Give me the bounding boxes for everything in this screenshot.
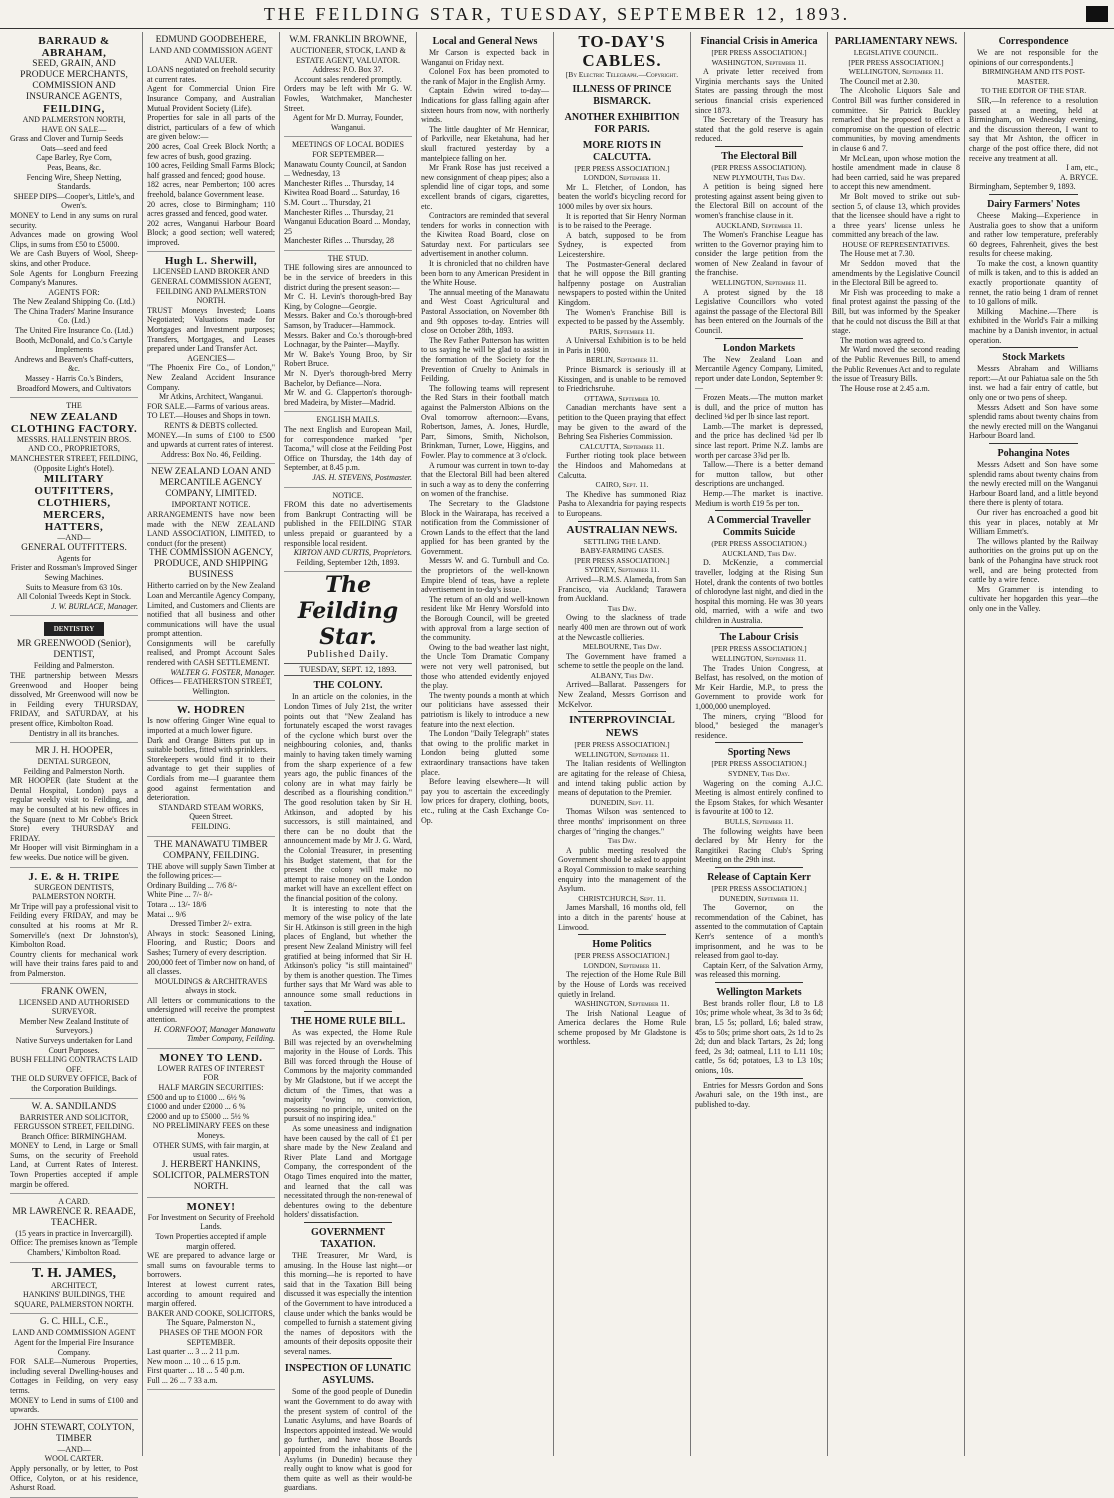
london-markets-heading: London Markets [723,342,795,354]
sporting-news-heading: Sporting News [727,747,791,759]
interest-rate-list: £500 and up to £1000 ... 6½ % £1000 and under £2000 ... 6 % £2000 and up to £5000 ... 5½ % [147,1092,250,1121]
ad-nz-loan-mercantile: NEW ZEALAND LOAN AND MERCANTILE AGENCY COMPANY, LIMITED. IMPORTANT NOTICE. ARRANGEMENTS have now been made with the NEW ZEALAND LAND ASSOCIATION, LIMITED, to conduct (for the present) THE COMMISSION AGENCY, PRODUCE, AND SHIPPING BUSINESS Hitherto carried on by the New Zealand Loan and Mercantile Agency Company, Limited, and Customers and Clients are notified that all business and other communications will have the usual prompt attention. Consignments will be carefully realised, and Prompt Account Sales rendered with CASH SETTLEMENT. WALTER G. FOSTER, Manager. Offices— FEATHERSTON STREET, Wellington. [147,464,275,701]
ad-franklin-browne: W.M. FRANKLIN BROWNE, AUCTIONEER, STOCK, LAND & ESTATE AGENT, VALUATOR. Address: P.O. Box 37. Account sales rendered promptly. Orders may be left with Mr G. W. Fowles, Watchmaker, Manchester Street. Agent for Mr D. Murray, Founder, Wanganui. [284,32,412,137]
correspondence-heading: Correspondence [998,36,1069,47]
wellington-markets-heading: Wellington Markets [716,986,802,998]
pohangina-notes-heading: Pohangina Notes [997,447,1070,459]
interprovincial-heading: INTERPROVINCIAL NEWS [569,714,675,740]
ad-sandilands: W. A. SANDILANDS BARRISTER AND SOLICITOR, FERGUSSON STREET, FEILDING. Branch Office: BIRMINGHAM. MONEY to Lend, in Large or Small Sums, on the security of Freehold Land, at Current Rates of Interest. Town Properties accepted if ample margin be offered. [10,1099,138,1195]
column-1 [6,32,143,1493]
dairy-notes-heading: Dairy Farmers' Notes [987,198,1080,210]
ad-money-baker-cooke: MONEY! For Investment on Security of Freehold Lands. Town Properties accepted if ample margin offered. WE are prepared to advance large or small sums on favourable terms to borrowers. Interest at lowest current rates, according to amount required and margin offered. BAKER AND COOKE, SOLICITORS, The Square, Palmerston N., PHASES OF THE MOON FOR SEPTEMBER. Last quarter ... 3 ... 2 11 p.m. New moon ... 10 ... 6 15 p.m. First quarter ... 18 ... 5 40 p.m. Full ... 26 ... 7 33 a.m. [147,1198,275,1391]
captain-kerr-heading: Release of Captain Kerr [707,871,811,883]
english-mails: ENGLISH MAILS. The next English and European Mail, for correspondence marked "per Tacoma," will close at the Feilding Post Office on Thursday, the 14th day of September, at 8.45 p.m. JAS. H. STEVENS, Postmaster. [284,412,412,487]
ad-clothing-factory: THE NEW ZEALAND CLOTHING FACTORY. MESSRS. HALLENSTEIN BROS. AND CO., PROPRIETORS, MANCHESTER STREET, FEILDING, (Opposite Light's Hotel). MILITARY OUTFITTERS, CLOTHIERS, MERCERS, HATTERS, —AND— GENERAL OUTFITTERS. Agents for Frister and Rossman's Improved Singer Sewing Machines. Suits to Measure from 63 10s. All Colonial Tweeds Kept in Stock. J. W. BURLACE, Manager. [10,398,138,616]
meetings-local-bodies: MEETINGS OF LOCAL BODIES FOR SEPTEMBER— Manawatu County Council, at Sandon ... Wednesday, 13 Manchester Rifles ... Thursday, 14 Kiwitea Road Board ... Saturday, 16 S.M. Court ... Thursday, 21 Manchester Rifles ... Thursday, 21 Wanganui Education Board ... Monday, 25 Manchester Rifles ... Thursday, 28 [284,137,412,251]
ad-john-stewart: JOHN STEWART, COLYTON, TIMBER —AND— WOOL CARTER. Apply personally, or by letter, to Post Office, Colyton, or at his residence, Ashurst Road. [10,1420,138,1498]
column-6: Financial Crisis in America [PER PRESS ASSOCIATION.] WASHINGTON, September 11. A private letter received from Virginia merchants says the United States are passing through the most serious financial crisis experienced since 1873. The Secretary of the Treasury has stated that the gold reserve is again reduced. The Electoral Bill (PER PRESS ASSOCIATION). NEW PLYMOUTH, This Day. A petition is being signed here protesting against assent being given to the Electoral Bill on account of the women's franchise clause in it. AUCKLAND, September 11. The Women's Franchise League has written to the Governor praying him to consider the large petition from the women of New Zealand in favour of the franchise. WELLINGTON, September 11. A protest signed by the 18 Legislative Councillors who voted against the passage of the Electoral Bill has been entered on the Journals of the Council. London Markets The New Zealand Loan and Mercantile Agency Company, Limited, report under date London, September 9:— Frozen Meats.—The mutton market is dull, and the price of mutton has declined ⅛d per lb since last report. Lamb.—The market is depressed, and the price has declined ¼d per lb since last report. Prime N.Z. lambs are worth per carcase 3⅞d per lb. Tallow.—There is a better demand for mutton tallow, but other descriptions are unchanged. Hemp.—The market is inactive. Medium is worth £19 5s per ton. A Commercial Traveller Commits Suicide (PER PRESS ASSOCIATION.) AUCKLAND, This Day. D. McKenzie, a commercial traveller, lodging at the Rising Sun Hotel, drank the contents of two bottles of chlorodyne last night, and died in the hospital this morning. He was 30 years old, married, with a wife and two children in Australia. The Labour Crisis [PER PRESS ASSOCIATION.] WELLINGTON, September 11. The Trades Union Congress, at Belfast, has resolved, on the motion of Mr Keir Hardie, M.P., to press the Government to provide work for 1,000,000 unemployed. The miners, crying "Blood for blood," besieged the manager's residence. Sporting News [PER PRESS ASSOCIATION.] SYDNEY, This Day. Wagering on the coming A.J.C. Meeting is almost entirely confined to the Epsom Stakes, for which Wesanter is favourite at 100 to 12. BULLS, September 11. The following weights have been declared by Mr Henry for the Rangitikei Racing Club's Spring Meeting on the 29th inst. Release of Captain Kerr [PER PRESS ASSOCIATION.] DUNEDIN, September 11. The Governor, on the recommendation of the Cabinet, has assented to the commutation of Captain Kerr's sentence of a month's imprisonment, and he was to be released from gaol to-day. Captain Kerr, of the Salvation Army, was released this morning. Wellington Markets Best brands roller flour, L8 to L8 10s; prime whole wheat, 3s 3d to 3s 6d; bran, L5 5s; pollard, L6; baled straw, 45s to 50s; prime short oats, 2s 1d to 2s 2d; dun and black Tartars, 2s 2d; long feed, 2s 3d; oatmeal, L11 to L11 10s; cattle, 5s 6d; potatoes, L3 to L3 10s; onions, 10s. Entries for Messrs Gordon and Sons Awahuri sale, on the 19th inst., are published to-day. [691,32,828,1456]
timber-price-list: Ordinary Building ... 7/6 8/- White Pine ... 7/- 8/- Totara ... 13/- 18/6 Matai ... 9/6 [147,880,237,919]
ad-gc-hill: G. C. HILL, C.E., LAND AND COMMISSION AGENT Agent for the Imperial Fire Insurance Company. FOR SALE—Numerous Properties, including several Dwelling-houses and Cottages in Feilding, on very easy terms. MONEY to Lend in sums of £100 and upwards. [10,1314,138,1419]
gordon-sale-note: Entries for Messrs Gordon and Sons Awahuri sale, on the 19th inst., are published to-day. [695,1080,823,1109]
column-7: PARLIAMENTARY NEWS. LEGISLATIVE COUNCIL. [PER PRESS ASSOCIATION.] WELLINGTON, September 11. The Council met at 2.30. The Alcoholic Liquors Sale and Control Bill was further considered in committee. Sir Patrick Buckley remarked that he proposed to effect a compromise on the question of electric communities, by moving amendments in clause 6 and 7. Mr McLean, upon whose motion the hostile amendment made in clause 8 had been carried, said he was prepared to accept this new amendment. Mr Bolt moved to strike out sub-section 5, of clause 13, which provides that the licensee should have a right to a three years' license unless he committed any breach of the law. HOUSE OF REPRESENTATIVES. The House met at 7.30. Mr Seddon moved that the amendments by the Legislative Council in the Electoral Bill be agreed to. Mr Fish was proceeding to make a final protest against the passing of the Bill, but was informed by the Speaker that he could not discuss the Bill at that stage. The motion was agreed to. Mr Ward moved the second reading of the Public Revenues Bill, to amend the Public Revenues Act and to regulate the issue of Treasury Bills. The House rose at 2.45 a.m. [828,32,965,1456]
ad-manawatu-timber: THE MANAWATU TIMBER COMPANY, FEILDING. THE above will supply Sawn Timber at the following prices:— Ordinary Building ... 7/6 8/- White Pine ... 7/- 8/- Totara ... 13/- 18/6 Matai ... 9/6 Dressed Timber 2/- extra. Always in stock: Seasoned Lining, Flooring, and Rustic; Doors and Sashes; Turnery of every description. 200,000 feet of Timber now on hand, of all classes. MOULDINGS & ARCHITRAVES always in stock. All letters or communications to the undersigned will receive the promptest attention. H. CORNFOOT, Manager Manawatu Timber Company, Feilding. [147,837,275,1049]
article-home-rule-heading: THE HOME RULE BILL. [290,1016,406,1028]
cables-heading: TO-DAY'S CABLES. [578,32,666,70]
the-stud: THE STUD. THE following sires are announced to be in the service of breeders in this district during the present season:— Mr C. H. Levin's thorough-bred Bay King, by Cologne—Georgie. Messrs. Baker and Co.'s thorough-bred Samson, by Traducer—Hammock. Messrs. Baker and Co.'s thorough-bred Lochnagar, by the Painter—Mayfly. Mr W. Bake's Young Broo, by Sir Robert Bruce. Mr N. Dyer's thorough-bred Merry Bachelor, by Defiance—Nora. Mr W. and G. Clapperton's thorough-bred Madeira, by Mister—Madrid. [284,251,412,413]
ad-money-to-lend: MONEY TO LEND. LOWER RATES OF INTEREST FOR HALF MARGIN SECURITIES: £500 and up to £1000 ... 6½ % £1000 and under £2000 ... 6 % £2000 and up to £5000 ... 5½ % NO PRELIMINARY FEES on these Moneys. OTHER SUMS, with fair margin, at usual rates. J. HERBERT HANKINS, SOLICITOR, PALMERSTON NORTH. [147,1049,275,1198]
column-3: W.M. FRANKLIN BROWNE, AUCTIONEER, STOCK, LAND & ESTATE AGENT, VALUATOR. Address: P.O. Box 37. Account sales rendered promptly. Orders may be left with Mr G. W. Fowles, Watchmaker, Manchester Street. Agent for Mr D. Murray, Founder, Wanganui. MEETINGS OF LOCAL BODIES FOR SEPTEMBER— Manawatu County Council, at Sandon ... Wednesday, 13 Manchester Rifles ... Thursday, 14 Kiwitea Road Board ... Saturday, 16 S.M. Court ... Thursday, 21 Manchester Rifles ... Thursday, 21 Wanganui Education Board ... Monday, 25 Manchester Rifles ... Thursday, 28 THE STUD. THE following sires are announced to be in the service of breeders in this district during the present season:— Mr C. H. Levin's thorough-bred Bay King, by Cologne—Georgie. Messrs. Baker and Co.'s thorough-bred Samson, by Traducer—Hammock. Messrs. Baker and Co.'s thorough-bred Lochnagar, by the Painter—Mayfly. Mr W. Bake's Young Broo, by Sir Robert Bruce. Mr N. Dyer's thorough-bred Merry Bachelor, by Defiance—Nora. Mr W. and G. Clapperton's thorough-bred Madeira, by Mister—Madrid. ENGLISH MAILS. The next English and European Mail, for correspondence marked "per Tacoma," will close at the Feilding Post Office on Thursday, the 14th day of September, at 8.45 p.m. JAS. H. STEVENS, Postmaster. NOTICE. FROM this date no advertisements from Bankrupt Contracting will be published in the FEILDING STAR unless prepaid or guaranteed by a responsible local resident. KIRTON AND CURTIS, Proprietors. Feilding, September 12th, 1893. The Feilding Star. Published Daily. TUESDAY, SEPT. 12, 1893. THE COLONY. In an article on the colonies, in the London Times of July 21st, the writer points out that "New Zealand has fortunately escaped the worst ravages of the cyclone which burst over the neighbouring colonies, and, thanks mainly to having taken timely warning from the sharp experience of a few years ago, the public finances of the colony are in what may fairly be described as a flourishing condition." The good resolution taken by Sir H. Atkinson, and adopted by his successors, is still maintained, and there can be no doubt that the announcement made by Mr J. G. Ward, the Colonial Treasurer, in presenting his Budget statement, that for the present the colony will make no attempt to raise money on the London market will have an excellent effect on the financial position of the colony. It is interesting to note that the memory of the wise policy of the late Sir H. Atkinson is still green in the high places of England, but whether the present New Zealand Ministry will feel gratified at being informed that Sir H. Atkinson's policy "is still maintained" by them is another question. The Times further says that Mr Ward was able to announce some small reductions in taxation. THE HOME RULE BILL. As was expected, the Home Rule Bill was rejected by an overwhelming majority in the House of Lords. This Bill was forced through the House of Commons by the majority commanded by Mr Gladstone, but if we accept the dictum of the Times, that was a majority "owing no conviction, possessing no principle, united on the pursuit of no inspiring idea." As some uneasiness and indignation have been caused by the call of £1 per share made by the New Zealand and River Plate Land and Mortgage Company, the correspondent of the Otago Times enquired into the matter, and learned that the call was necessitated through the non-renewal of debentures owing to the debenture holders' dissatisfaction. GOVERNMENT TAXATION. THE Treasurer, Mr Ward, is amusing. In the House last night—or this morning—he is reported to have said that in the Taxation Bill being discussed it was especially the intention of the Government to have introduced a clause under which the banks would be compelled to furnish a statement giving the names of depositors with the amounts of their deposits opposite their several names. INSPECTION OF LUNATIC ASYLUMS. Some of the good people of Dunedin want the Government to do away with the present system of control of the Lunatic Asylums, and have Boards of Inspectors appointed instead. We would go further, and have those Boards appointed from the inhabitants of the Asylums (in Dunedin) because they really ought to know what is good for them quite as well as their would-be guardians. [280,32,417,1456]
column-8: Correspondence We are not responsible for the opinions of our correspondents.] BIRMINGHAM AND ITS POST-MASTER. TO THE EDITOR OF THE STAR. SIR,—In reference to a resolution passed at a meeting, held at Birmingham, on Wednesday evening, and the discussion thereon, I want to say that Mr Ashton, the officer in charge of the post office there, did not receive any treatment at all. I am, etc., A. BRYCE. Birmingham, September 9, 1893. Dairy Farmers' Notes Cheese Making—Experience in Australia goes to show that a uniform and rather low temperature, preferably 60 degrees, Fahrenheit, gives the best results for cheese making. To make the cost, a known quantity of milk is taken, and to this is added an exactly proportionate quantity of rennet, the ratio being 1 dram of rennet to 10 gallons of milk. Milking Machine.—There is exhibited in the World's Fair a milking machine by a Danish inventor, in actual operation. Stock Markets Messrs Abraham and Williams report:—At our Pahiatua sale on the 5th inst. we had a fair entry of cattle, but only one or two pens of sheep. Messrs Adsett and Son have some splendid rams about twenty chains from the newly erected mill on the Wanganui Harbour Board land. Pohangina Notes Messrs Adsett and Son have some splendid rams about twenty chains from the newly erected mill on the Wanganui Harbour Board land, and a little beyond there there is plenty of totara. Our river has encroached a good bit this year in places, notably at Mr William Emmett's. The willows planted by the Railway authorities on the groins put up on the bank of the Pohangina have struck root well, and are being protected from cattle by a wire fence. Mrs Grammer is intending to cultivate her hopgarden this year—the only one in the Valley. [969,36,1098,613]
local-general-heading: Local and General News [432,36,538,47]
paper-published: Published Daily. [306,649,389,661]
article-colony-body: In an article on the colonies, in the London Times of July 21st, the writer points out that "New Zealand has fortunately escaped the worst ravages of the cyclone which burst over the neighbouring colonies, and, thanks mainly to having taken timely warning from the sharp experience of a few years ago, the public finances of the colony are in what may fairly be described as a flourishing condition." The good resolution taken by Sir H. Atkinson, and adopted by his successors, is still maintained, and there can be no doubt that the announcement made by Mr J. G. Ward, the Colonial Treasurer, in presenting his Budget statement, that for the present the colony will make no attempt to raise money on the London market will have an excellent effect on the financial position of the colony. [284,692,412,903]
ad-frank-owen: FRANK OWEN, LICENSED AND AUTHORISED SURVEYOR. Member New Zealand Institute of Surveyors.) Native Surveys undertaken for Land Court Purposes. BUSH FELLING CONTRACTS LAID OFF. THE OLD SURVEY OFFICE, Back of the Corporation Buildings. [10,984,138,1099]
column-2 [143,32,280,1456]
article-colony-heading: THE COLONY. [313,680,383,692]
article-lunatic-heading: INSPECTION OF LUNATIC ASYLUMS. [284,1363,412,1387]
paper-title: The Feilding Star. [297,572,399,651]
ad-th-james: T. H. JAMES, ARCHITECT, HANKINS' BUILDINGS, THE SQUARE, PALMERSTON NORTH. [10,1263,138,1315]
australian-news-heading: AUSTRALIAN NEWS. [566,523,678,536]
financial-crisis-heading: Financial Crisis in America [700,36,818,47]
column-4: Local and General News Mr Carson is expected back in Wanganui on Friday next. Colonel Fox has been promoted to the rank of Major in the English Army. Captain Edwin wired to-day—Indications for glass falling again after sixteen hours from now, with northerly winds. The little daughter of Mr Hennicar, of Parkville, near Eketahuna, had her skull fractured yesterday by a mantelpiece falling on her. Mr Frank Rose has just received a new consignment of cheap pipes; also a splendid line of cigar tops, and some excellent brands of cigars, cigarettes, etc. Contractors are reminded that several tenders for works in connection with the Kiwitea Road Board, close on Saturday next. For particulars see advertisement in another column. It is chronicled that no children have been born to any American President in the White House. The annual meeting of the Manawatu and West Coast Agricultural and Pastoral Association, on November 8th and 9th opposes to-day. Entries will close on October 28th, 1893. The Rev Father Patterson has written to us saying he will be glad to assist in the formation of the Society for the Prevention of Cruelty to Animals in Feilding. The following teams will represent the Red Stars in their football match against the Palmerston Albions on the Oval tomorrow afternoon:—Evans, Robertson, James, A. Jones, Hurdle, Parr, Simons, Smith, Nicholson, Brinkman, Turner, Lowe, Higgins, and Fowler. Play to commence at 3 o'clock. A rumour was current in town to-day that the Electoral Bill had been altered in such a way as to deny the conferring on women of the franchise. The Secretary to the Gladstone Block in the Wairarapa, has received a notification from the Commissioner of Crown Lands to the effect that the land applied for has been granted by the Government. Messrs W. and G. Turnbull and Co. the proprietors of the well-known Empire blend of teas, have a replete advertisement in to-day's issue. The return of an old and well-known resident like Mr Henry Worsfold into the Borough Council, will be greeted with approval from a large section of the community. Owing to the bad weather last night, the Uncle Tom Dramatic Company were not very well patronised, but those who attended evidently enjoyed the play. The twenty pounds a month at which our politicians have assessed their patriotism is likely to introduce a new feature into the next election. The London "Daily Telegraph" states that owing to the prolific market in London being glutted some extraordinary transactions have taken place. Before leaving elsewhere—It will pay you to ascertain the exceedingly low prices for drapery, clothing, boots, etc., ruling at the Cash Exchange Co-Op. [417,32,554,1456]
dentistry-logo: DENTISTRY [44,622,104,636]
paper-date: TUESDAY, SEPT. 12, 1893. [284,663,412,677]
ad-reade-teacher: A CARD. MR LAWRENCE R. REAADE, TEACHER. (15 years in practice in Invercargill). Office: The premises known as 'Temple Chambers,' Kimbolton Road. [10,1194,138,1262]
ad-hodren: W. HODREN Is now offering Ginger Wine equal to imported at a much lower figure. Dark and Orange Bitters put up in suitable bottles, fitted with sprinklers. Storekeepers would find it to their advantage to get their supplies of Cordials from me—I guarantee them good against fermentation and deterioration. STANDARD STEAM WORKS, Queen Street. FEILDING. [147,701,275,836]
article-gov-tax-heading: GOVERNMENT TAXATION. [311,1226,385,1250]
ad-sherwill: Hugh L. Sherwill, LICENSED LAND BROKER AND GENERAL COMMISSION AGENT, FEILDING AND PALMERSTON NORTH. TRUST Moneys Invested; Loans Negotiated; Valuations made for Mortgages and Investment purposes; Transfers, Mortgages, and Leases prepared under Land Transfer Act. AGENCIES— "The Phoenix Fire Co., of London," New Zealand Accident Insurance Company. Mr Atkins, Architect, Wanganui. FOR SALE.—Farms of various areas. TO LET.—Houses and Shops in town. RENTS & DEBTS collected. MONEY.—In sums of £100 to £500 and upwards at current rates of interest. Address: Box No. 46, Feilding. [147,252,275,464]
ad-greenwood-dentist: DENTISTRY MR GREENWOOD (Senior), DENTIST, Feilding and Palmerston. THE partnership between Messrs Greenwood and Hooper being dissolved, Mr Greenwood will now be in Feilding every THURSDAY, FRIDAY, and SATURDAY, at his present office, Kimbolton Road. Dentistry in all its branches. [10,616,138,743]
traveller-suicide-heading: A Commercial Traveller Commits Suicide [707,515,811,539]
home-politics-heading: Home Politics [592,939,652,951]
moon-phases-list: Last quarter ... 3 ... 2 11 p.m. New moon ... 10 ... 6 15 p.m. First quarter ... 18 ... 5 40 p.m. Full ... 26 ... 7 33 a.m. [147,1347,245,1385]
ad-tripe-dentists: J. E. & H. TRIPE SURGEON DENTISTS, PALMERSTON NORTH. Mr Tripe will pay a professional visit to Feilding every FRIDAY, and may be consulted at his rooms at Mr R. Somerville's (next Dr Johnston's), Kimbolton Road. Country clients for mechanical work will have their trains fares paid to and from Palmerston. [10,868,138,984]
electoral-bill-heading: The Electoral Bill [721,150,797,162]
columns [6,32,1108,1493]
masthead-title: THE FEILDING STAR, TUESDAY, SEPTEMBER 12, 1893. [263,3,851,24]
ad-hooper-dentist: MR J. H. HOOPER, DENTAL SURGEON, Feilding and Palmerston North. MR HOOPER (late Student at the Dental Hospital, London) pays a regular weekly visit to Feilding, and may be consulted at his new offices in the Square (next to Mr Cobbe's Brick Store) every THURSDAY and FRIDAY. Mr Hooper will visit Birmingham in a few weeks. Due notice will be given. [10,743,138,868]
notice: NOTICE. FROM this date no advertisements from Bankrupt Contracting will be published in the FEILDING STAR unless prepaid or guaranteed by a responsible local resident. KIRTON AND CURTIS, Proprietors. Feilding, September 12th, 1893. [284,488,412,573]
parliamentary-news-heading: PARLIAMENTARY NEWS. [834,36,958,47]
labour-crisis-heading: The Labour Crisis [719,632,799,644]
masthead [0,0,1114,29]
ink-blot [1086,6,1108,22]
ad-barraud-abraham: BARRAUD & ABRAHAM, SEED, GRAIN, AND PRODUCE MERCHANTS, COMMISSION AND INSURANCE AGENTS, FEILDING, AND PALMERSTON NORTH, HAVE ON SALE— Grass and Clover and Turnip Seeds Oats—seed and feed Cape Barley, Rye Corn, Peas, Beans, &c. Fencing Wire, Sheep Netting, Standards. SHEEP DIPS—Cooper's, Little's, and Owen's. MONEY to Lend in any sums on rural security. Advances made on growing Wool Clips, in sums from £50 to £5000. We are Cash Buyers of Wool, Sheep-skins, and other Produce. Sole Agents for Longburn Freezing Company's Manures. AGENTS FOR: The New Zealand Shipping Co. (Ltd.) The China Traders' Marine Insurance Co. (Ltd.) The United Fire Insurance Co. (Ltd.) Booth, McDonald, and Co.'s Cartyle Implements Andrews and Beaven's Chaff-cutters, &c. Massey - Harris Co.'s Binders, Broadford Mowers, and Cultivators [10,32,138,398]
ad-goodbehere: EDMUND GOODBEHERE, LAND AND COMMISSION AGENT AND VALUER. LOANS negotiated on freehold security at current rates. Agent for Commercial Union Fire Insurance Company, and Australian Mutual Provident Society (Life). Properties for sale in all parts of the district, particulars of a few of which are given below:— 200 acres, Coal Creek Block North; a few acres of bush, good grazing. 100 acres, Feilding Small Farms Block; half grassed and fenced; good house. 182 acres, near Pemberton; 100 acres freehold, balance Government lease. 20 acres, close to Birmingham; 110 acres grassed and fenced, good water. 202 acres, Wanganui Harbour Board Block; a good section; well watered; improved. [147,32,275,252]
stock-markets-heading: Stock Markets [1002,352,1065,364]
column-5: TO-DAY'S CABLES. [By Electric Telegraph.—Copyright. ILLNESS OF PRINCE BISMARCK. ANOTHER EXHIBITION FOR PARIS. MORE RIOTS IN CALCUTTA. [PER PRESS ASSOCIATION.] LONDON, September 11. Mr L. Fletcher, of London, has beaten the world's bicycling record for 1000 miles by over six hours. It is reported that Sir Henry Norman is to be raised to the Peerage. A batch, supposed to be from Sydney, is expected from Leicestershire. The Postmaster-General declared that he will oppose the Bill granting halfpenny postage on Australian newspapers to posted within the United Kingdom. The Women's Franchise Bill is expected to be passed by the Assembly. PARIS, September 11. A Universal Exhibition is to be held in Paris in 1900. BERLIN, September 11. Prince Bismarck is seriously ill at Kissingen, and is unable to be removed to Friedrichsruhe. OTTAWA, September 10. Canadian merchants have sent a petition to the Queen praying that effect may be given to the award of the Behring Sea Fisheries Commission. CALCUTTA, September 11. Further rioting took place between the Hindoos and Mahomedans at Calcutta. CAIRO, Sept. 11. The Khedive has summoned Riaz Pasha to Alexandria for paying respects to Europeans. AUSTRALIAN NEWS. SETTLING THE LAND. BABY-FARMING CASES. [PER PRESS ASSOCIATION.] SYDNEY, September 11. Arrived—R.M.S. Alameda, from San Francisco, via Auckland; Tarawera from Auckland. This Day. Owing to the slackness of trade nearly 400 men are thrown out of work at the Newcastle collieries. MELBOURNE, This Day. The Government have framed a scheme to settle the people on the land. ALBANY, This Day. Arrived—Ballarat. Passengers for New Zealand, Messrs Gorrison and McKelvor. INTERPROVINCIAL NEWS [PER PRESS ASSOCIATION.] WELLINGTON, September 11. The Italian residents of Wellington are agitating for the release of Chiesa, and intend taking public action by means of deputation to the Premier. DUNEDIN, Sept. 11. Thomas Wilson was sentenced to three months' imprisonment on three charges of "ringing the changes." This Day. A public meeting resolved the Government should be asked to appoint a Royal Commission to make searching enquiry into the management of the Asylum. CHRISTCHURCH, Sept. 11. James Marshall, 16 months old, fell into a ditch in the parents' house at Linwood. Home Politics [PER PRESS ASSOCIATION.] LONDON, September 11. The rejection of the Home Rule Bill by the House of Lords was received quietly in Ireland. WASHINGTON, September 11. The Irish National League of America declares the Home Rule scheme proposed by Mr Gladstone is worthless. [554,32,691,1456]
